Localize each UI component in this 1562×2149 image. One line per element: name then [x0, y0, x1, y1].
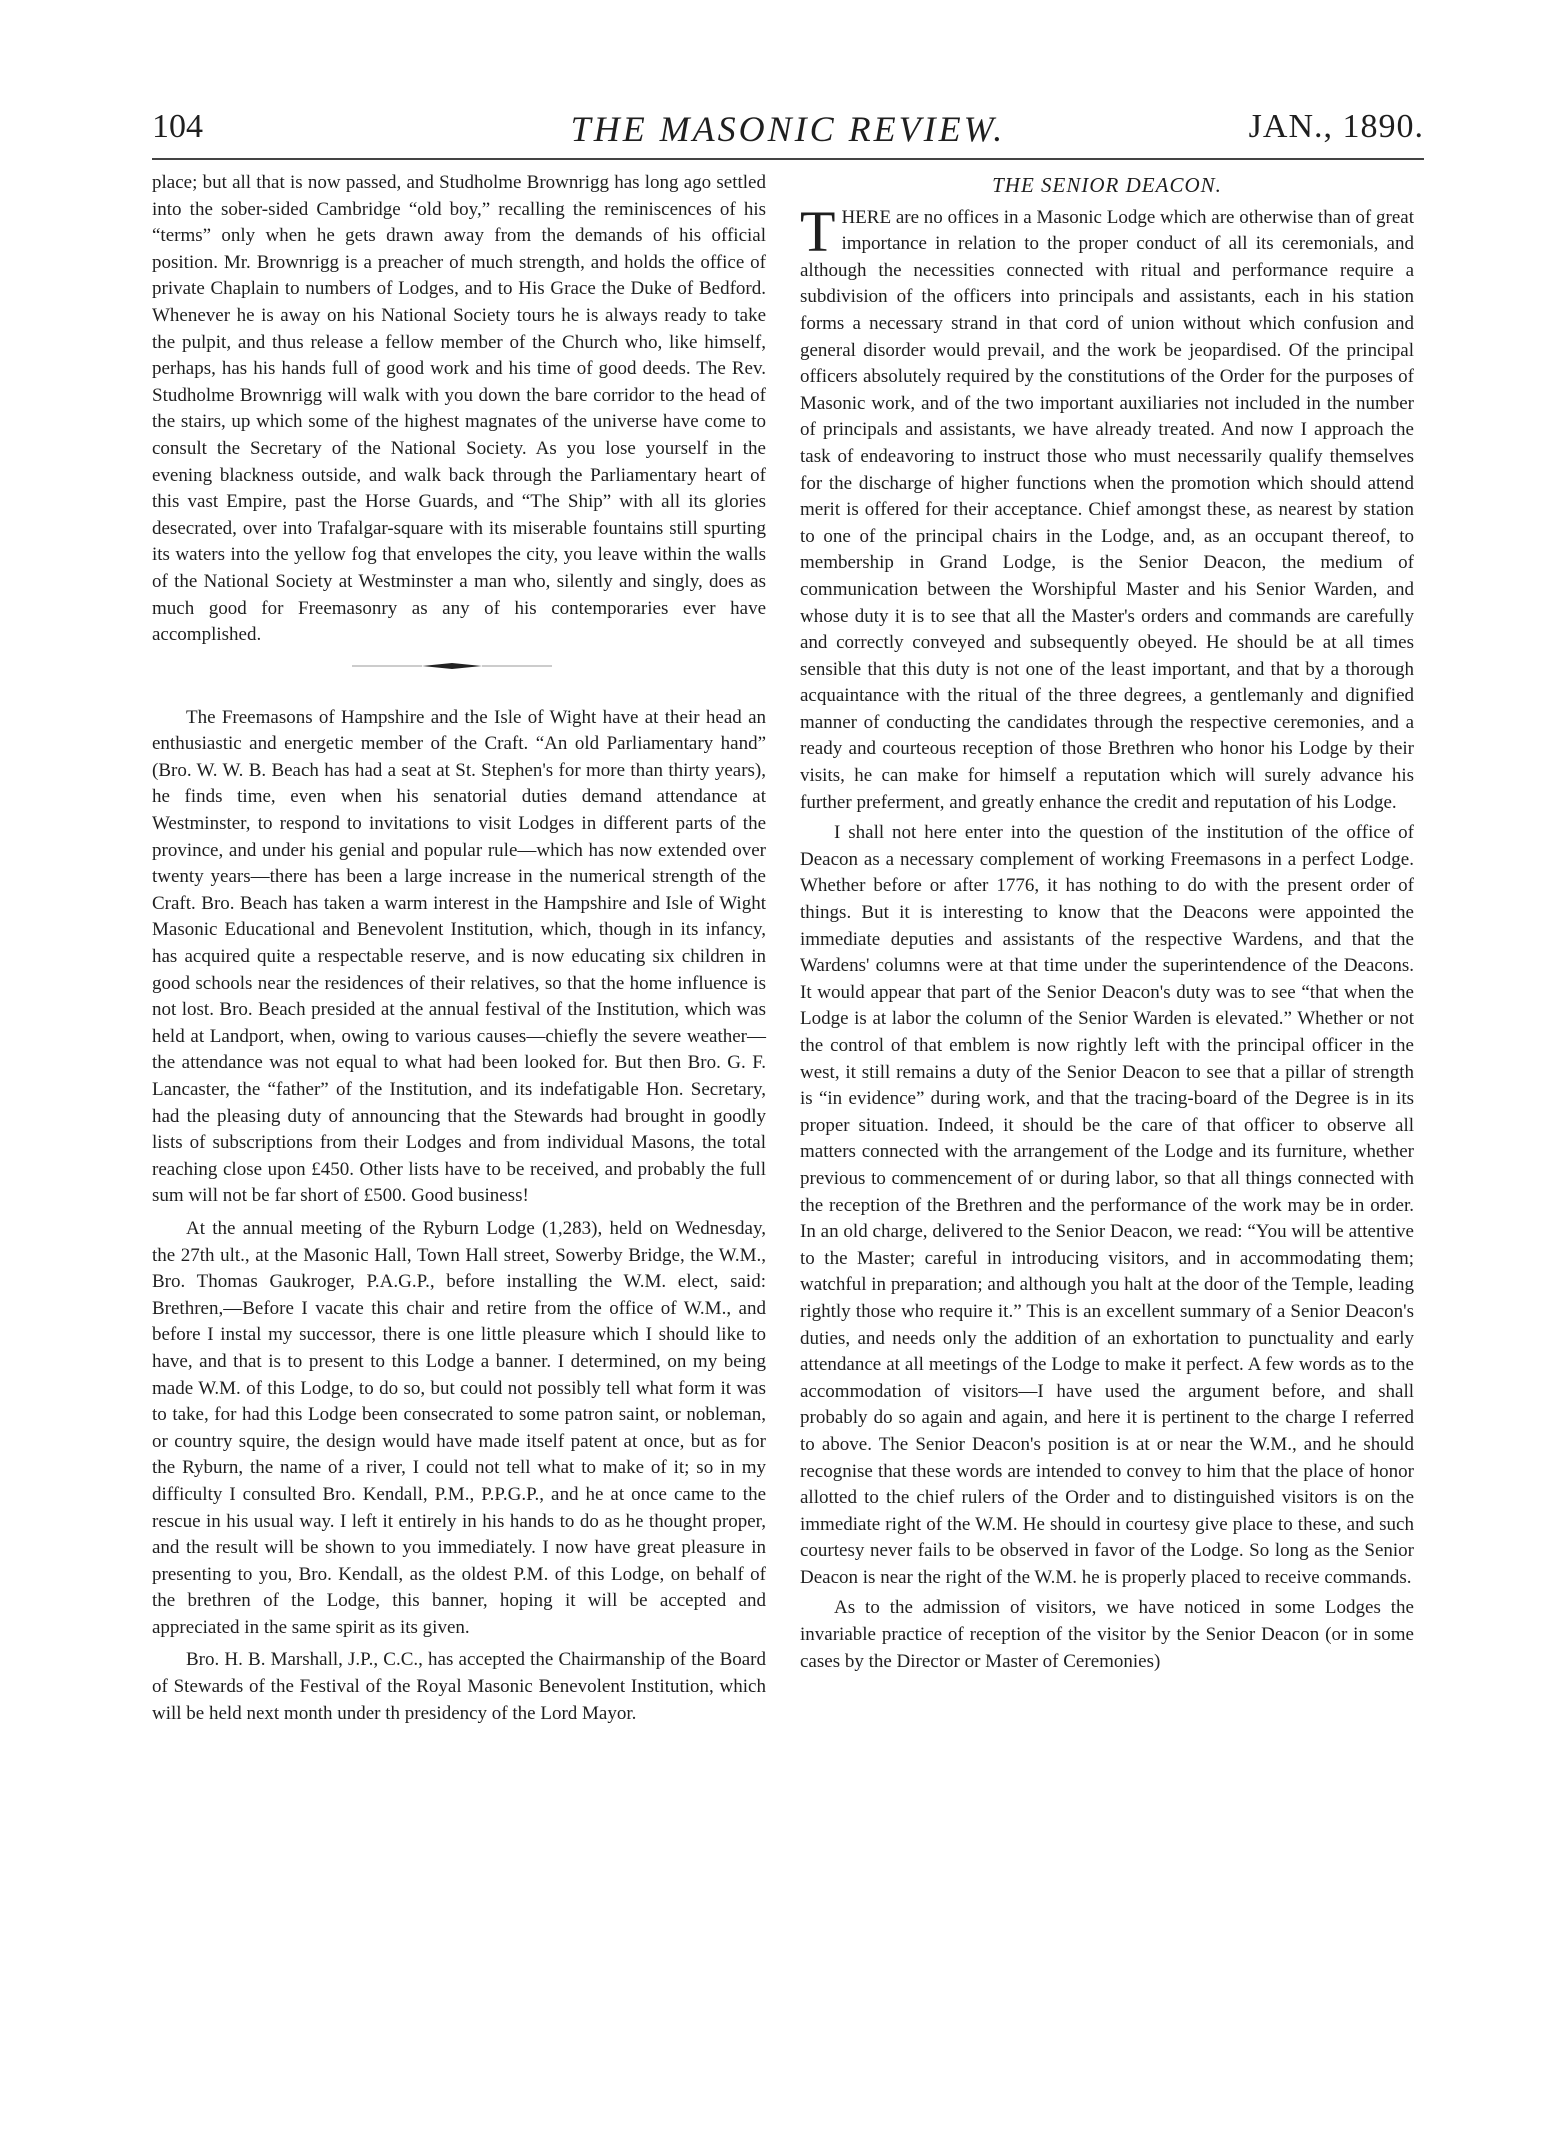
- paragraph-brownrigg: place; but all that is now passed, and Studholme Brownrigg has long ago settled into the sober-sided Cambridge “old boy,” recalling the reminiscences of his “terms” only when he gets drawn away from the demands of his official position. Mr. Brownrigg is a preacher of much strength, and holds the office of private Chaplain to numbers of Lodges, and to His Grace the Duke of Bedford. Whenever he is away on his National Society tours he is always ready to take the pulpit, and thus release a fellow member of the Church who, like himself, perhaps, has his hands full of good work and his time of good deeds. The Rev. Studholme Brownrigg will walk with you down the bare corridor to the head of the stairs, up which some of the highest magnates of the universe have come to consult the Secretary of the National Society. As you lose yourself in the evening blackness outside, and walk back through the Parliamentary heart of this vast Empire, past the Horse Guards, and “The Ship” with all its glories desecrated, over into Trafalgar-square with its miserable fountains still spurting its waters into the yellow fog that envelopes the city, you leave within the walls of the National Society at Westminster a man who, silently and singly, does as much good for Freemasonry as any of his contemporaries ever have accomplished.: [152, 172, 766, 646]
- paragraph-admission-visitors: As to the admission of visitors, we have noticed in some Lodges the invariable practice of reception of the visitor by the Senior Deacon (or in some cases by the Director or Master of Ceremonies): [800, 1597, 1414, 1672]
- ornament-divider-icon: [352, 661, 552, 671]
- paragraph-ryburn-lodge: At the annual meeting of the Ryburn Lodge (1,283), held on Wednesday, the 27th ult., at the Masonic Hall, Town Hall street, Sowerby Bridge, the W.M., Bro. Thomas Gaukroger, P.A.G.P., before installing the W.M. elect, said: Brethren,—Before I vacate this chair and retire from the office of W.M., and before I instal my successor, there is one little pleasure which I should like to have, and that is to present to this Lodge a banner. I determined, on my being made W.M. of this Lodge, to do so, but could not possibly tell what form it was to take, for had this Lodge been consecrated to some patron saint, or nobleman, or country squire, the design would have made itself patent at once, but as for the Ryburn, the name of a river, I could not tell what to make of it; so in my difficulty I consulted Bro. Kendall, P.M., P.P.G.P., and he at once came to the rescue in his usual way. I left it entirely in his hands to do as he thought proper, and the result will be shown to you immediately. I now have great pleasure in presenting to you, Bro. Kendall, as the oldest P.M. of this Lodge, on behalf of the brethren of the Lodge, this banner, hoping it will be accepted and appreciated in the same spirit as its given.: [152, 1217, 766, 1638]
- paragraph-senior-deacon-intro: [800, 198, 1414, 817]
- running-header: [152, 108, 1424, 156]
- article-title: THE SENIOR DEACON.: [992, 173, 1222, 197]
- left-column: [152, 170, 766, 1727]
- intro-text: HERE are no offices in a Masonic Lodge which are otherwise than of great importance in relation to the proper conduct of all its ceremonials, and although the necessities connected with ritual and performance require a subdivision of the officers into principals and assistants, each in his station forms a necessary strand in that cord of union without which confusion and general disorder would prevail, and the work be jeopardised. Of the principal officers absolutely required by the constitutions of the Order for the purposes of Masonic work, and of the two important auxiliaries not included in the number of principals and assistants, we have already treated. And now I approach the task of endeavoring to instruct those who must necessarily qualify themselves for the discharge of higher functions when the promotion which should attend merit is offered for their acceptance. Chief amongst these, as nearest by station to one of the principal chairs in the Lodge, and, as an occupant thereof, to membership in Grand Lodge, is the Senior Deacon, the medium of communication between the Worshipful Master and his Senior Warden, and whose duty it is to see that all the Master's orders and commands are carefully and correctly conveyed and subsequently obeyed. He should be at all times sensible that this duty is not one of the least important, and that by a thorough acquaintance with the ritual of the three degrees, a gentlemanly and dignified manner of conducting the candidates through the respective ceremonies, and a ready and courteous reception of those Brethren who honor his Lodge by their visits, he can make for himself a reputation which will surely advance his further preferment, and greatly enhance the credit and reputation of his Lodge.: [800, 206, 1414, 813]
- paragraph-deacon-institution: I shall not here enter into the question of the institution of the office of Deacon as a necessary complement of working Freemasons in a perfect Lodge. Whether before or after 1776, it has nothing to do with the present order of things. But it is interesting to know that the Deacons were appointed the immediate deputies and assistants of the respective Wardens, and that the Wardens' columns were at that time under the superintendence of the Deacons. It would appear that part of the Senior Deacon's duty was to see “that when the Lodge is at labor the column of the Senior Warden is elevated.” Whether or not the control of that emblem is now rightly left with the principal officer in the west, it still remains a duty of the Senior Deacon to see that a pillar of strength is “in evidence” during work, and that the tracing-board of the Degree is in its proper situation. Indeed, it should be the care of that officer to observe all matters connected with the arrangement of the Lodge and its furniture, whether previous to commencement of or during labor, so that all things connected with the reception of the Brethren and the performance of the work may be in order. In an old charge, delivered to the Senior Deacon, we read: “You will be attentive to the Master; careful in introducing visitors, and in accommodating them; watchful in preparation; and although you halt at the door of the Temple, leading rightly those who require it.” This is an excellent summary of a Senior Deacon's duties, and needs only the addition of an exhortation to punctuality and early attendance at all meetings of the Lodge to make it perfect. A few words as to the accommodation of visitors—I have used the argument before, and shall probably do so again and again, and here it is pertinent to the charge I referred to above. The Senior Deacon's position is at or near the W.M., and he should recognise that these words are intended to convey to him that the place of honor allotted to the chief rulers of the Order and to distinguished visitors is on the immediate right of the W.M. He should in courtesy give place to these, and such courtesy never fails to be observed in favor of the Lodge. So long as the Senior Deacon is near the right of the W.M. he is properly placed to receive commands.: [800, 822, 1414, 1588]
- drop-cap: T: [800, 198, 836, 264]
- journal-title: THE MASONIC REVIEW.: [570, 109, 1006, 149]
- section-divider: [152, 657, 766, 683]
- right-column: [800, 170, 1414, 1675]
- paragraph-hampshire: The Freemasons of Hampshire and the Isle of Wight have at their head an enthusiastic and energetic member of the Craft. “An old Parliamentary hand” (Bro. W. W. B. Beach has had a seat at St. Stephen's for more than thirty years), he finds time, even when his senatorial duties demand attendance at Westminster, to respond to invitations to visit Lodges in different parts of the province, and under his genial and popular rule—which has now extended over twenty years—there has been a large increase in the numerical strength of the Craft. Bro. Beach has taken a warm interest in the Hampshire and Isle of Wight Masonic Educational and Benevolent Institution, which, though in its infancy, has acquired quite a respectable reserve, and is now educating six children in good schools near the residences of their relatives, so that the home influence is not lost. Bro. Beach presided at the annual festival of the Institution, which was held at Landport, when, owing to various causes—chiefly the severe weather—the attendance was not equal to what had been looked for. But then Bro. G. F. Lancaster, the “father” of the Institution, and its indefatigable Hon. Secretary, had the pleasing duty of announcing that the Stewards had brought in goodly lists of subscriptions from their Lodges and from individual Masons, the total reaching close upon £450. Other lists have to be received, and probably the full sum will not be far short of £500. Good business!: [152, 706, 766, 1207]
- page-number: 104: [152, 108, 203, 145]
- paragraph-marshall: Bro. H. B. Marshall, J.P., C.C., has accepted the Chairmanship of the Board of Stewards of the Festival of the Royal Masonic Benevolent Institution, which will be held next month under th presidency of the Lord Mayor.: [152, 1649, 766, 1724]
- header-rule: [152, 158, 1424, 160]
- issue-date: JAN., 1890.: [1248, 108, 1424, 145]
